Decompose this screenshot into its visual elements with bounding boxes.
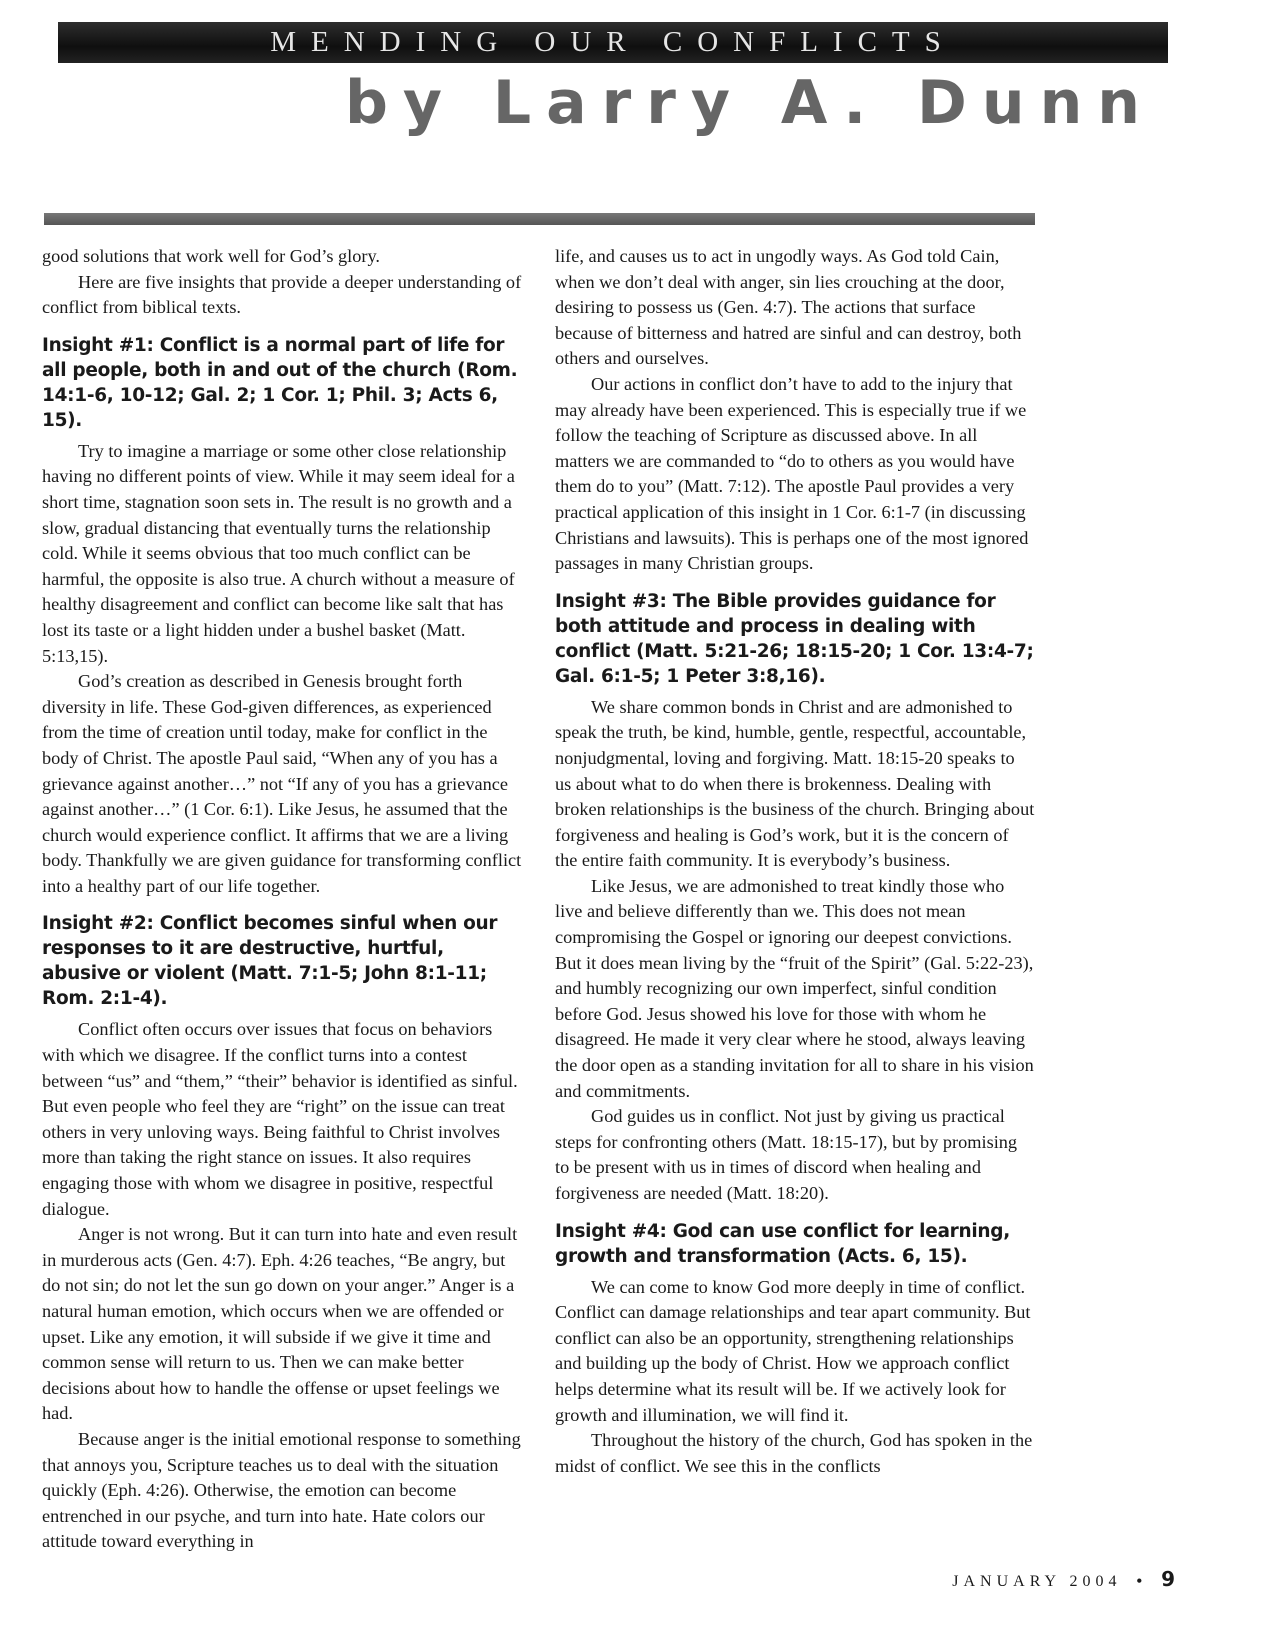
right-column bbox=[555, 244, 1035, 1479]
left-column bbox=[42, 244, 522, 1555]
issue-date: JANUARY 2004 bbox=[952, 1573, 1122, 1590]
body-paragraph: Here are five insights that provide a deeper understanding of conflict from biblical texts. bbox=[42, 271, 522, 318]
insight-heading: Insight #2: Conflict becomes sinful when our responses to it are destructive, hurtful, abusive or violent (Matt. 7:1-5; John 8:1-11; Rom. 2:1-4). bbox=[42, 913, 498, 1010]
body-paragraph: Try to imagine a marriage or some other close relationship having no different points of view. While it may seem ideal for a short time, stagnation soon sets in. The result is no growth and a slow, gradual distancing that eventually turns the relationship cold. While it seems obvious that too much conflict can be harmful, the opposite is also true. A church without a measure of healthy disagreement and conflict can become like salt that has lost its taste or a light hidden under a bushel basket (Matt. 5:13,15). bbox=[42, 440, 515, 666]
author-byline: by Larry A. Dunn bbox=[344, 68, 1155, 138]
body-paragraph: Our actions in conflict don’t have to add to the injury that may already have been experienced. This is especially true if we follow the teaching of Scripture as discussed above. In all matters we are commanded to “do to others as you would have them do to you” (Matt. 7:12). The apostle Paul provides a very practical application of this insight in 1 Cor. 6:1-7 (in discussing Christians and lawsuits). This is perhaps one of the most ignored passages in many Christian groups. bbox=[555, 373, 1029, 574]
insight-heading: Insight #4: God can use conflict for learning, growth and transformation (Acts. 6, 15). bbox=[555, 1220, 1010, 1267]
body-paragraph: Conflict often occurs over issues that focus on behaviors with which we disagree. If the conflict turns into a contest between “us” and “them,” “their” behavior is identified as sinful. But even people who feel they are “right” on the issue can treat others in very unloving ways. Being faithful to Christ involves more than taking the right stance on issues. It also requires engaging those with whom we disagree in positive, respectful dialogue. bbox=[42, 1019, 518, 1219]
body-paragraph: life, and causes us to act in ungodly ways. As God told Cain, when we don’t deal with anger, sin lies crouching at the door, desiring to possess us (Gen. 4:7). The actions that surface because of bitterness and hatred are sinful and can destroy, both others and ourselves. bbox=[555, 246, 1022, 369]
body-paragraph: We can come to know God more deeply in time of conflict. Conflict can damage relationships and tear apart community. But conflict can also be an opportunity, strengthening relationships and building up the body of Christ. How we approach conflict helps determine what its result will be. If we actively look for growth and illumination, we will find it. bbox=[555, 1276, 1031, 1425]
page-footer bbox=[952, 1567, 1175, 1591]
body-paragraph: God guides us in conflict. Not just by giving us practical steps for confronting others (Matt. 18:15-17), but by promising to be present with us in times of discord when healing and forgiveness are needed (Matt. 18:20). bbox=[555, 1106, 1018, 1203]
insight-heading: Insight #1: Conflict is a normal part of life for all people, both in and out of the church (Rom. 14:1-6, 10-12; Gal. 2; 1 Cor. 1; Phil. 3; Acts 6, 15). bbox=[42, 334, 518, 431]
body-paragraph: We share common bonds in Christ and are admonished to speak the truth, be kind, humble, gentle, respectful, accountable, nonjudgmental, loving and forgiving. Matt. 18:15-20 speaks to us about what to do when there is brokenness. Dealing with broken relationships is the business of the church. Bringing about forgiveness and healing is God’s work, but it is the concern of the entire faith community. It is everybody’s business. bbox=[555, 696, 1035, 871]
page-number: 9 bbox=[1161, 1567, 1175, 1591]
body-paragraph: Like Jesus, we are admonished to treat kindly those who live and believe differently than we. This does not mean compromising the Gospel or ignoring our deepest convictions. But it does mean living by the “fruit of the Spirit” (Gal. 5:22-23), and humbly recognizing our own imperfect, sinful condition before God. Jesus showed his love for those with whom he disagreed. He made it very clear where he stood, always leaving the door open as a standing invitation for all to share in his vision and commitments. bbox=[555, 875, 1034, 1101]
footer-separator: • bbox=[1136, 1573, 1143, 1590]
body-paragraph: Because anger is the initial emotional response to something that annoys you, Scripture teaches us to deal with the situation quickly (Eph. 4:26). Otherwise, the emotion can become entrenched in our psyche, and turn into hate. Hate colors our attitude toward everything in bbox=[42, 1428, 521, 1552]
body-paragraph: God’s creation as described in Genesis brought forth diversity in life. These God-given differences, as experienced from the time of creation until today, make for conflict in the body of Christ. The apostle Paul said, “When any of you has a grievance against another…” not “If any of you has a grievance against another…” (1 Cor. 6:1). Like Jesus, he assumed that the church would experience conflict. It affirms that we are a living body. Thankfully we are given guidance for transforming conflict into a healthy part of our life together. bbox=[42, 671, 522, 896]
body-paragraph: Throughout the history of the church, God has spoken in the midst of conflict. We see this in the conflicts bbox=[555, 1430, 1033, 1476]
series-title: MENDING OUR CONFLICTS bbox=[270, 26, 956, 58]
body-paragraph: Anger is not wrong. But it can turn into hate and even result in murderous acts (Gen. 4:7). Eph. 4:26 teaches, “Be angry, but do not sin; do not let the sun go down on your anger.” Anger is a natural human emotion, which occurs when we are offended or upset. Like any emotion, it will subside if we give it time and common sense will return to us. Then we can make better decisions about how to handle the offense or upset feelings we had. bbox=[42, 1224, 518, 1424]
section-divider bbox=[44, 213, 1035, 225]
body-paragraph: good solutions that work well for God’s glory. bbox=[42, 246, 381, 266]
insight-heading: Insight #3: The Bible provides guidance for both attitude and process in dealing with conflict (Matt. 5:21-26; 18:15-20; 1 Cor. 13:4-7; Gal. 6:1-5; 1 Peter 3:8,16). bbox=[555, 590, 1034, 687]
